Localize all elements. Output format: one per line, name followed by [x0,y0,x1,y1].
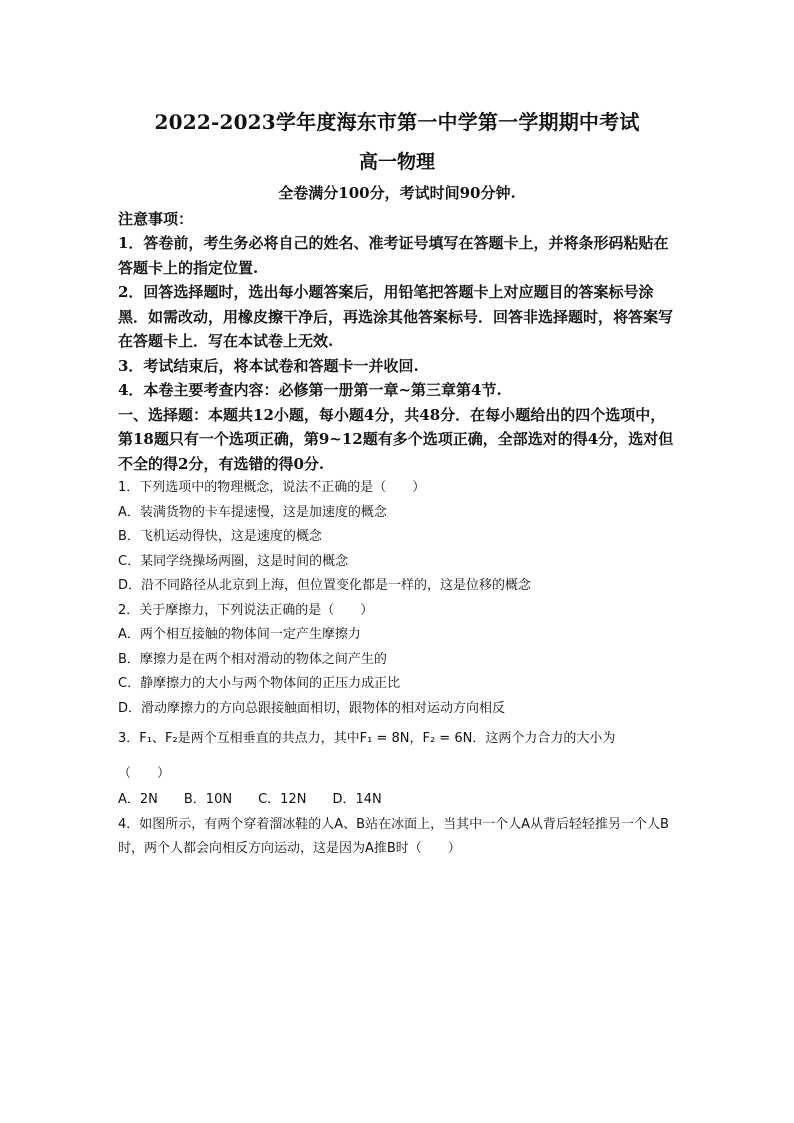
question-2-stem: 2．关于摩擦力，下列说法正确的是（ ） [118,602,374,618]
section-1-instructions: 一、选择题：本题共12小题，每小题4分，共48分．在每小题给出的四个选项中，第18题只有一个选项正确，第9~12题有多个选项正确，全部选对的得4分，选对但不全的得2分，有选错的得0分. [118,405,674,473]
notice-item-3: 3．考试结束后，将本试卷和答题卡一并收回. [118,356,419,375]
question-3-option-c: C．12N [258,792,307,807]
question-1-option-a: A．装满货物的卡车提速慢，这是加速度的概念 [118,504,387,520]
question-4-stem: 4．如图所示，有两个穿着溜冰鞋的人A、B站在冰面上，当其中一个人A从背后轻轻推另一个人B时，两个人都会向相反方向运动，这是因为A推B时（ ） [118,816,669,856]
notice-item-4: 4．本卷主要考查内容：必修第一册第一章~第三章第4节. [118,381,502,399]
exam-content [118,205,678,862]
question-1-option-c: C．某同学绕操场两圈，这是时间的概念 [118,553,349,569]
question-3-option-b: B．10N [183,792,233,807]
exam-title: 2022-2023学年度海东市第一中学第一学期期中考试 [154,110,640,134]
question-2-option-c: C．静摩擦力的大小与两个物体间的正压力成正比 [118,676,401,691]
question-2-option-a: A．两个相互接触的物体间一定产生摩擦力 [118,627,361,642]
question-3-options [118,788,678,813]
question-3-paren: （ ） [118,765,171,781]
notice-heading: 注意事项： [118,210,194,228]
question-2-option-b: B．摩擦力是在两个相对滑动的物体之间产生的 [118,651,387,667]
question-3-stem: 3．F₁、F₂是两个互相垂直的共点力，其中F₁ = 8N，F₂ = 6N．这两个力合力的大小为 [118,731,616,746]
notice-item-2: 2．回答选择题时，选出每小题答案后，用铅笔把答题卡上对应题目的答案标号涂黑．如需改动，用橡皮擦干净后，再选涂其他答案标号．回答非选择题时，将答案写在答题卡上．写在本试卷上无效. [118,283,674,350]
question-3-option-a: A．2N [118,792,158,807]
question-2-option-d: D．滑动摩擦力的方向总跟接触面相切，跟物体的相对运动方向相反 [118,700,506,716]
question-1-stem: 1．下列选项中的物理概念，说法不正确的是（ ） [118,480,426,495]
question-1-option-d: D．沿不同路径从北京到上海，但位置变化都是一样的，这是位移的概念 [118,578,532,593]
exam-meta: 全卷满分100分，考试时间90分钟. [278,184,516,202]
question-1-option-b: B．飞机运动得快，这是速度的概念 [118,529,322,544]
question-3-option-d: D．14N [332,792,382,807]
subject-title: 高一物理 [358,151,435,173]
notice-item-1: 1．答卷前，考生务必将自己的姓名、准考证号填写在答题卡上，并将条形码粘贴在答题卡上的指定位置. [118,234,669,277]
